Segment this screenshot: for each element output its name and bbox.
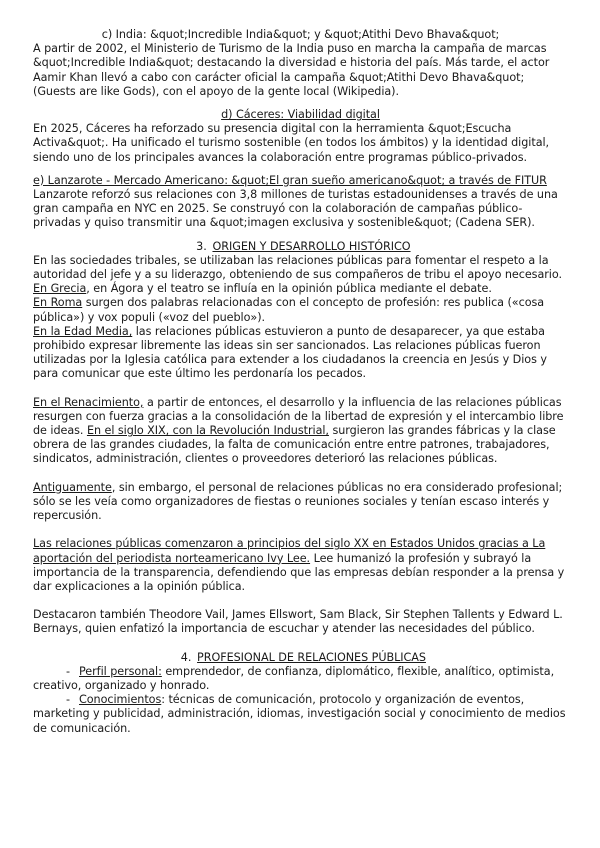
section-c-title: c) India: &quot;Incredible India&quot; y &quot;Atithi Devo Bhava&quot;	[101, 28, 500, 41]
roma-paragraph	[33, 296, 568, 324]
edad-media-text: las relaciones públicas estuvieron a punto de desaparecer, ya que estaba prohibido expresar libremente las ideas sin ser sancionados. Las relaciones públicas fueron utilizadas por la Iglesia católica para extender a los ciudadanos la creencia en Jesús y Dios y para comunicar que este último les perdonaría los pecados.	[33, 324, 547, 381]
edad-media-paragraph	[33, 325, 568, 382]
list-item	[33, 665, 568, 693]
section-3-heading	[33, 240, 568, 254]
spacer	[33, 467, 568, 481]
siglo-xx-paragraph	[33, 537, 568, 594]
tribal-paragraph: En las sociedades tribales, se utilizaban las relaciones públicas para fomentar el respeto a la autoridad del jefe y a su liderazgo, obteniendo de sus compañeros de tribu el apoyo necesario.	[33, 253, 562, 282]
renacimiento-label: En el Renacimiento,	[33, 395, 144, 409]
spacer	[33, 523, 568, 537]
renacimiento-text: a partir de entonces, el desarrollo y la influencia de las relaciones públicas resurgen con fuerza gracias a la consolidación de la libertad de expresión y el intercambio libre de ideas.	[33, 395, 564, 438]
grecia-paragraph	[33, 282, 568, 296]
section-4-number: 4.	[180, 650, 192, 664]
profesional-list	[33, 665, 568, 736]
spacer	[33, 382, 568, 396]
antiguamente-label: Antiguamente	[33, 480, 112, 494]
spacer	[33, 99, 568, 108]
document-page	[33, 28, 568, 736]
bullet-dash: -	[66, 664, 70, 678]
section-3-title: ORIGEN Y DESARROLLO HISTÓRICO	[212, 239, 411, 253]
edad-media-label: En la Edad Media,	[33, 324, 133, 338]
destacaron-paragraph: Destacaron también Theodore Vail, James Ellswort, Sam Black, Sir Stephen Tallents y Edward L. Bernays, quien enfatizó la importancia de escuchar y atender las necesidades del público.	[33, 608, 563, 636]
siglo-xix-text: surgieron las grandes fábricas y la clase obrera de las grandes ciudades, la falta de comunicación entre entre patrones, trabajadores,	[33, 424, 556, 452]
spacer	[33, 165, 568, 174]
grecia-text: , en Ágora y el teatro se influía en la opinión pública mediante el debate.	[86, 282, 492, 296]
siglo-xix-label: En el siglo XIX, con la Revolución Industrial,	[86, 424, 329, 438]
antiguamente-text: , sin embargo, el personal de relaciones públicas no era considerado profesional; sólo se les veía como organizadores de fiestas o reuniones sociales y tenían escaso interés y repercusión.	[33, 480, 563, 523]
section-3-number: 3.	[196, 239, 207, 253]
siglo-xx-text: Lee humanizó la profesión y subrayó la importancia de la transparencia, defendiendo que las empresas debían responder a la prensa y dar explicaciones a la opinión pública.	[33, 551, 565, 593]
section-e-title: e) Lanzarote - Mercado Americano: &quot;El gran sueño americano&quot; a través de FITUR	[33, 173, 547, 187]
section-e-body: Lanzarote reforzó sus relaciones con 3,8 millones de turistas estadounidenses a través de una gran campaña en NYC en 2025. Se construyó con la colaboración de campañas público-privadas y quiso transmitir una &quot;imagen exclusiva y sostenible&quot; (Cadena SER).	[33, 188, 558, 230]
list-item	[33, 693, 568, 736]
section-d-body: En 2025, Cáceres ha reforzado su presencia digital con la herramienta &quot;Escucha Activa&quot;. Ha unificado el turismo sostenible (en todos los ámbitos) y la identidad digital, siendo uno de los principales avances la colaboración entre programas público-privados.	[33, 122, 550, 164]
grecia-label: En Grecia	[33, 282, 87, 296]
renacimiento-paragraph	[33, 396, 568, 453]
antiguamente-paragraph	[33, 481, 568, 524]
section-c-body: A partir de 2002, el Ministerio de Turismo de la India puso en marcha la campaña de marcas &quot;Incredible India&quot; destacando la diversidad e historia del país. Más tarde, el actor Aamir Khan llevó a cabo con carácter oficial la campaña &quot;Atithi Devo Bhava&quot; (Guests are like Gods), con el apoyo de la gente local (Wikipedia).	[33, 42, 550, 98]
roma-label: En Roma	[33, 296, 83, 310]
section-4-title: PROFESIONAL DE RELACIONES PÚBLICAS	[197, 650, 426, 664]
siglo-xx-label: Las relaciones públicas comenzaron a principios del siglo XX en Estados Unidos gracias a La aportación del periodista norteamericano Ivy Lee.	[33, 537, 546, 565]
bullet-dash: -	[66, 693, 70, 707]
conocimientos-label: Conocimientos	[79, 693, 162, 707]
spacer	[33, 594, 568, 608]
spacer	[33, 231, 568, 240]
spacer	[33, 637, 568, 651]
roma-text: surgen dos palabras relacionadas con el concepto de profesión: res publica («cosa pública») y vox populi («voz del pueblo»).	[33, 296, 545, 324]
section-d-title: d) Cáceres: Viabilidad digital	[221, 108, 380, 122]
section-4-heading	[33, 651, 568, 665]
perfil-text: emprendedor, de confianza, diplomático, flexible, analítico, optimista, creativo, organizado y honrado.	[33, 664, 555, 692]
conocimientos-text: : técnicas de comunicación, protocolo y organización de eventos, marketing y publicidad, administración, idiomas, investigación social y conocimiento de medios de comunicación.	[33, 693, 566, 735]
perfil-label: Perfil personal:	[79, 664, 162, 678]
siglo-xix-continuation: sindicatos, administración, clientes o proveedores deterioró las relaciones públicas.	[33, 452, 498, 466]
